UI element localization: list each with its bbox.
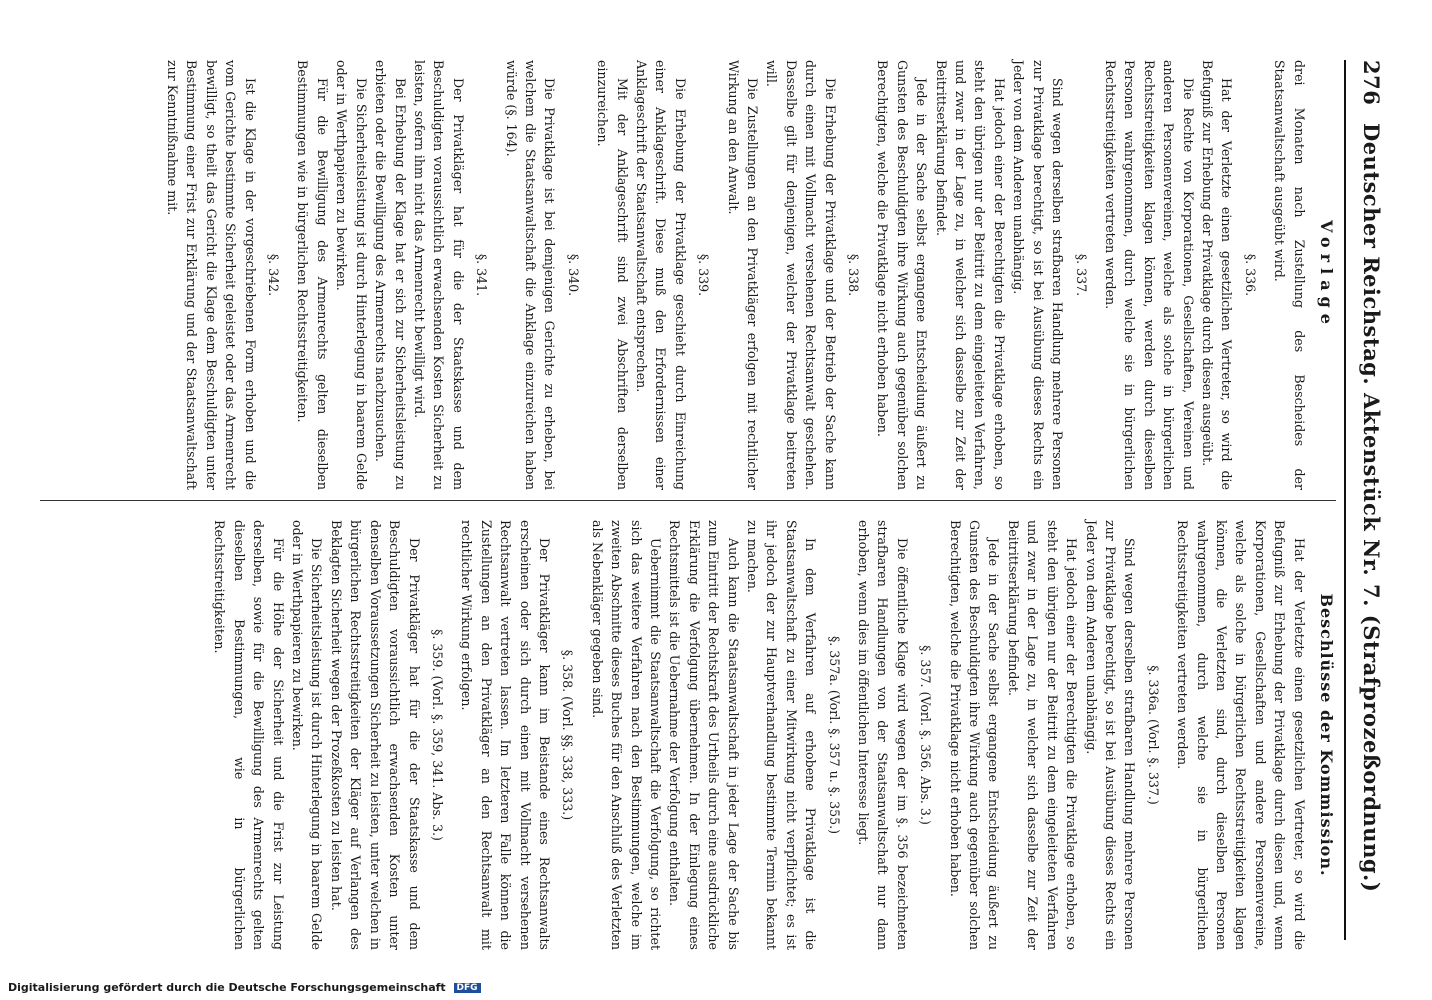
paragraph: Hat jedoch einer der Berechtigten die Privatklage erhoben, so steht den übrigen nur der Beitritt zu dem eingeleiteten Verfahren und zwar in der Lage zu, in welcher sich dasselbe zur Zeit der Beitrittserklärung befindet. [1005,520,1080,950]
paragraph: Die Erhebung der Privatklage geschieht durch Einreichung einer Anklageschrift. Diese muß den Erfordernissen einer Anklageschrift der Staatsanwaltschaft entsprechen. [634,60,688,490]
paragraph: drei Monaten nach Zustellung des Bescheides der Staatsanwaltschaft ausgeübt wird. [1272,60,1307,490]
column-vorlage [163,60,1336,490]
paragraph: Die Rechte von Korporationen, Gesellschaften, Vereinen und anderen Personenvereinen, welche als solche in bürgerlichen Rechtsstreitigkeiten klagen können, werden durch dieselben Personen wahrgenommen, durch welche sie in bürgerlichen Rechtsstreitigkeiten vertreten werden. [1102,60,1196,490]
section-number: §. 340. [565,253,581,297]
digitization-credit [0,981,1432,994]
paragraph: Die Sicherheitsleistung ist durch Hinterlegung in baarem Gelde oder in Werthpapieren zu bewirken. [290,520,325,950]
section-number: §. 357. (Vorl. §. 356. Abs. 3.) [918,645,934,825]
column-body-beschluesse [210,520,1309,950]
header-rule [1344,60,1346,940]
paragraph: Ist die Klage in der vorgeschriebenen Form erhoben und die vom Gerichte bestimmte Sicherheit geleistet oder das Armenrecht bewilligt, so theilt das Gericht die Klage dem Beschuldigten unter Bestimmung einer Frist zur Erklärung und der Staatsanwaltschaft zur Kenntnißnahme mit. [165,60,258,490]
paragraph: Auch kann die Staatsanwaltschaft in jeder Lage der Sache bis zum Eintritt der Rechtskraft des Urtheils durch eine ausdrückliche Erklärung die Verfolgung übernehmen. In der Einlegung eines Rechtsmittels ist die Uebernahme der Verfolgung enthalten. [667,520,741,950]
paragraph: Hat jedoch einer der Berechtigten die Privatklage erhoben, so steht den übrigen nur der Beitritt zu dem eingeleiteten Verfahren, und zwar in der Lage zu, in welcher sich dasselbe zur Zeit der Beitrittserklärung befindet. [933,60,1007,490]
dfg-logo-icon: DFG [454,983,481,993]
paragraph: Die Sicherheitsleistung ist durch Hinterlegung in baarem Gelde oder in Werthpapieren zu bewirken. [334,60,369,490]
paragraph: Die öffentliche Klage wird wegen der im §. 356 bezeichneten strafbaren Handlungen von der Staatsanwaltschaft nur dann erhoben, wenn dies im öffentlichen Interesse liegt. [856,520,910,950]
paragraph: Der Privatkläger kann im Beistande eines Rechtsanwalts erscheinen oder sich durch einen mit Vollmacht versehenen Rechtsanwalt vertreten lassen. Im letzteren Falle können die Zustellungen an den Privatkläger an den Rechtsanwalt mit rechtlicher Wirkung erfolgen. [459,520,552,950]
paragraph: Der Privatkläger hat für die der Staatskasse und dem Beschuldigten voraussichtlich erwachsenden Kosten Sicherheit zu leisten, sofern ihm nicht das Armenrecht bewilligt wird. [411,60,466,490]
section-number: §. 338. [846,253,862,297]
paragraph: Hat der Verletzte einen gesetzlichen Vertreter, so wird die Befugniß zur Erhebung der Privatklage durch diesen ausgeübt. [1199,60,1235,490]
column-body-vorlage [163,60,1309,490]
section-number: §. 339. [696,253,712,297]
section-number: §. 336. [1242,253,1258,297]
column-title-vorlage: Vorlage [1317,220,1336,330]
paragraph: In dem Verfahren auf erhobene Privatklage ist die Staatsanwaltschaft zu einer Mitwirkung nicht verpflichtet; es ist ihr jedoch der zur Hauptverhandlung bestimmte Termin bekannt zu machen. [745,520,819,950]
paragraph: Hat der Verletzte einen gesetzlichen Vertreter, so wird die Befugniß zur Erhebung der Privatklage durch diesen und, wenn Korporationen, Gesellschaften und andere Personenvereine, welche als solche in bürgerlichen Rechtsstreitigkeiten klagen können, die Verletzten sind, durch dieselben Personen wahrgenommen, durch welche sie in bürgerlichen Rechtsstreitigkeiten vertreten werden. [1175,520,1307,950]
paragraph: Die Zustellungen an den Privatkläger erfolgen mit rechtlicher Wirkung an den Anwalt. [725,60,761,490]
section-number: §. 337. [1073,253,1089,297]
column-title-beschluesse: Beschlüsse der Kommission. [1317,593,1336,877]
section-number: §. 336a. (Vorl. §. 337.) [1145,665,1161,805]
credit-text: Digitalisierung gefördert durch die Deutsche Forschungsgemeinschaft [8,981,446,994]
section-number: §. 357a. (Vorl. §. 357 u. §. 355.) [826,635,842,835]
paragraph: Uebernimmt die Staatsanwaltschaft die Verfolgung, so richtet sich das weitere Verfahren nach den Bestimmungen, welche im zweiten Abschnitte dieses Buches für den Anschluß des Verletzten als Nebenkläger gegeben sind. [589,520,663,950]
paragraph: Sind wegen derselben strafbaren Handlung mehrere Personen zur Privatklage berechtigt, so ist bei Ausübung dieses Rechts ein Jeder von dem Anderen unabhängig. [1011,60,1066,490]
section-number: §. 358. (Vorl. §§. 338, 333.) [560,649,576,821]
paragraph: Für die Bewilligung des Armenrechts gelten dieselben Bestimmungen wie in bürgerlichen Rechtsstreitigkeiten. [295,60,330,490]
paragraph: Sind wegen derselben strafbaren Handlung mehrere Personen zur Privatklage berechtigt, so ist bei Ausübung dieses Rechts ein Jeder von dem Anderen unabhängig. [1083,520,1138,950]
header-title: Deutscher Reichstag. Aktenstück Nr. 7. (Strafprozeßordnung.) [1359,123,1385,893]
section-number: §. 359. (Vorl. §. 359, 341. Abs. 3.) [429,629,445,841]
page-number: 276 [1359,60,1385,106]
paragraph: Die Privatklage ist bei demjenigen Gerichte zu erheben, bei welchem die Staatsanwaltschaft die Anklage einzureichen haben würde (§. 164). [503,60,558,490]
paragraph: Für die Höhe der Sicherheit und die Frist zur Leistung derselben, sowie für die Bewilligung des Armenrechts gelten dieselben Bestimmungen, wie in bürgerlichen Rechtsstreitigkeiten. [212,520,286,950]
paragraph: Mit der Anklageschrift sind zwei Abschriften derselben einzureichen. [595,60,630,490]
page-header [1352,60,1392,940]
column-beschluesse [210,520,1336,950]
paragraph: Die Erhebung der Privatklage und der Betrieb der Sache kann durch einen mit Vollmacht versehenen Rechtsanwalt geschehen. Dasselbe gilt für denjenigen, welcher der Privatklage beitreten will. [764,60,838,490]
section-number: §. 342. [266,253,282,297]
paragraph: Jede in der Sache selbst ergangene Entscheidung äußert zu Gunsten des Beschuldigten ihre Wirkung auch gegenüber solchen Berechtigten, welche die Privatklage nicht erhoben haben. [875,60,930,490]
paragraph: Der Privatkläger hat für die der Staatskasse und dem Beschuldigten voraussichtlich erwachsenden Kosten unter denselben Voraussetzungen Sicherheit zu leisten, unter welchen in bürgerlichen Rechtsstreitigkeiten der Kläger auf Verlangen des Beklagten Sicherheit wegen der Prozeßkosten zu leisten hat. [328,520,422,950]
column-divider [40,500,1336,501]
section-number: §. 341. [474,253,490,297]
paragraph: Bei Erhebung der Klage hat er sich zur Sicherheitsleistung zu erbieten oder die Bewilligung des Armenrechts nachzusuchen. [373,60,408,490]
paragraph: Jede in der Sache selbst ergangene Entscheidung äußert zu Gunsten des Beschuldigten ihre Wirkung auch gegenüber solchen Berechtigten, welche die Privatklage nicht erhoben haben. [947,520,1002,950]
